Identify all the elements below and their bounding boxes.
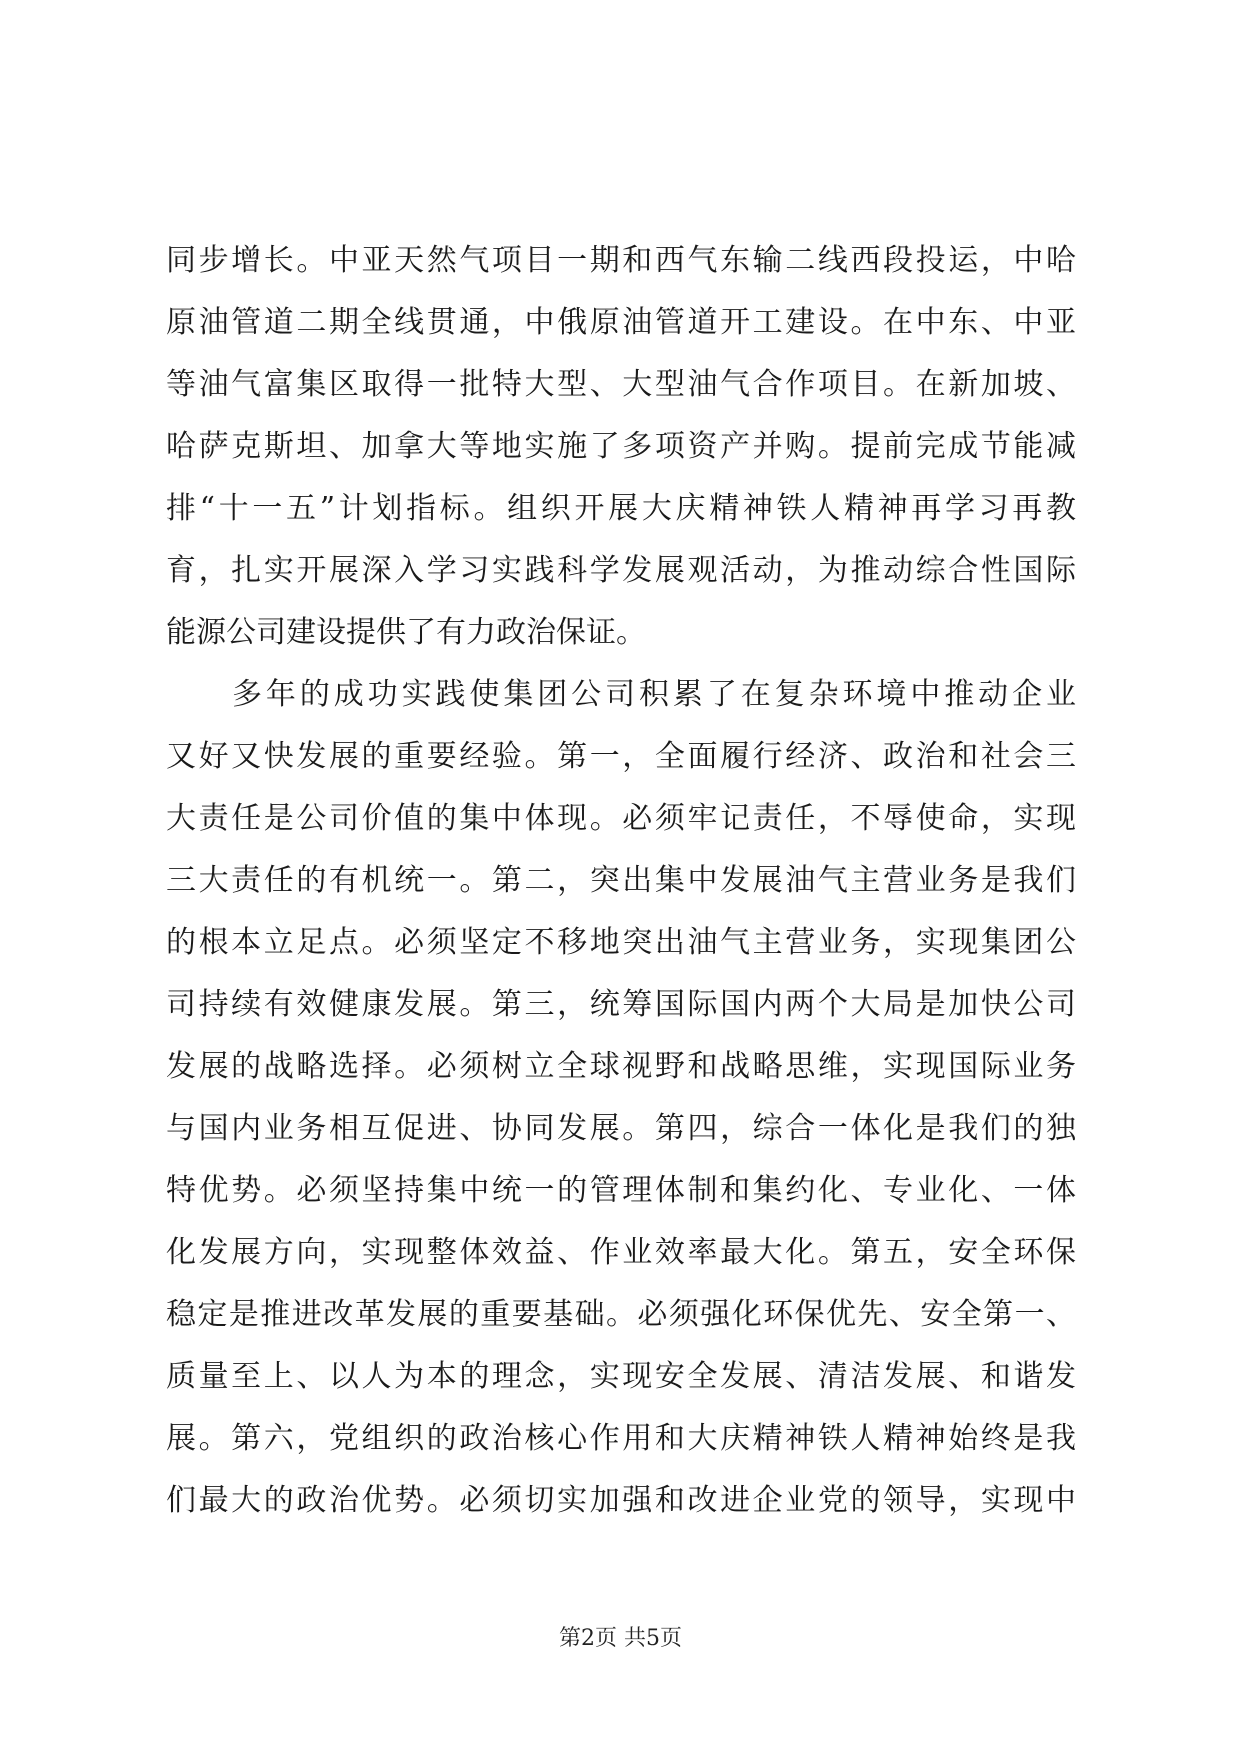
text-line: 司持续有效健康发展。第三，统筹国际国内两个大局是加快公司 [166,987,1076,1022]
text-line: 大责任是公司价值的集中体现。必须牢记责任，不辱使命，实现 [166,801,1076,836]
text-line: 三大责任的有机统一。第二，突出集中发展油气主营业务是我们 [166,863,1076,898]
text-line: 同步增长。中亚天然气项目一期和西气东输二线西段投运，中哈 [166,243,1076,278]
text-line: 稳定是推进改革发展的重要基础。必须强化环保优先、安全第一、 [166,1297,1076,1332]
text-line: 等油气富集区取得一批特大型、大型油气合作项目。在新加坡、 [166,367,1076,402]
text-line: 育，扎实开展深入学习实践科学发展观活动，为推动综合性国际 [166,553,1076,588]
text-line: 的根本立足点。必须坚定不移地突出油气主营业务，实现集团公 [166,925,1076,960]
text-line: 质量至上、以人为本的理念，实现安全发展、清洁发展、和谐发 [166,1359,1076,1394]
text-line: 哈萨克斯坦、加拿大等地实施了多项资产并购。提前完成节能减 [166,429,1076,464]
page-footer: 第2页 共5页 [559,1626,682,1651]
text-line: 能源公司建设提供了有力政治保证。 [166,615,646,650]
text-line-indented: 多年的成功实践使集团公司积累了在复杂环境中推动企业 [232,677,1076,712]
text-line: 又好又快发展的重要经验。第一，全面履行经济、政治和社会三 [166,739,1076,774]
text-line: 发展的战略选择。必须树立全球视野和战略思维，实现国际业务 [166,1049,1076,1084]
text-line: 展。第六，党组织的政治核心作用和大庆精神铁人精神始终是我 [166,1421,1076,1456]
text-line: 特优势。必须坚持集中统一的管理体制和集约化、专业化、一体 [166,1173,1076,1208]
text-line: 排“十一五”计划指标。组织开展大庆精神铁人精神再学习再教 [166,491,1076,526]
text-line: 化发展方向，实现整体效益、作业效率最大化。第五，安全环保 [166,1235,1076,1270]
body-text [166,230,1076,1532]
text-line: 们最大的政治优势。必须切实加强和改进企业党的领导，实现中 [166,1483,1076,1518]
text-line: 与国内业务相互促进、协同发展。第四，综合一体化是我们的独 [166,1111,1076,1146]
text-line: 原油管道二期全线贯通，中俄原油管道开工建设。在中东、中亚 [166,305,1076,340]
